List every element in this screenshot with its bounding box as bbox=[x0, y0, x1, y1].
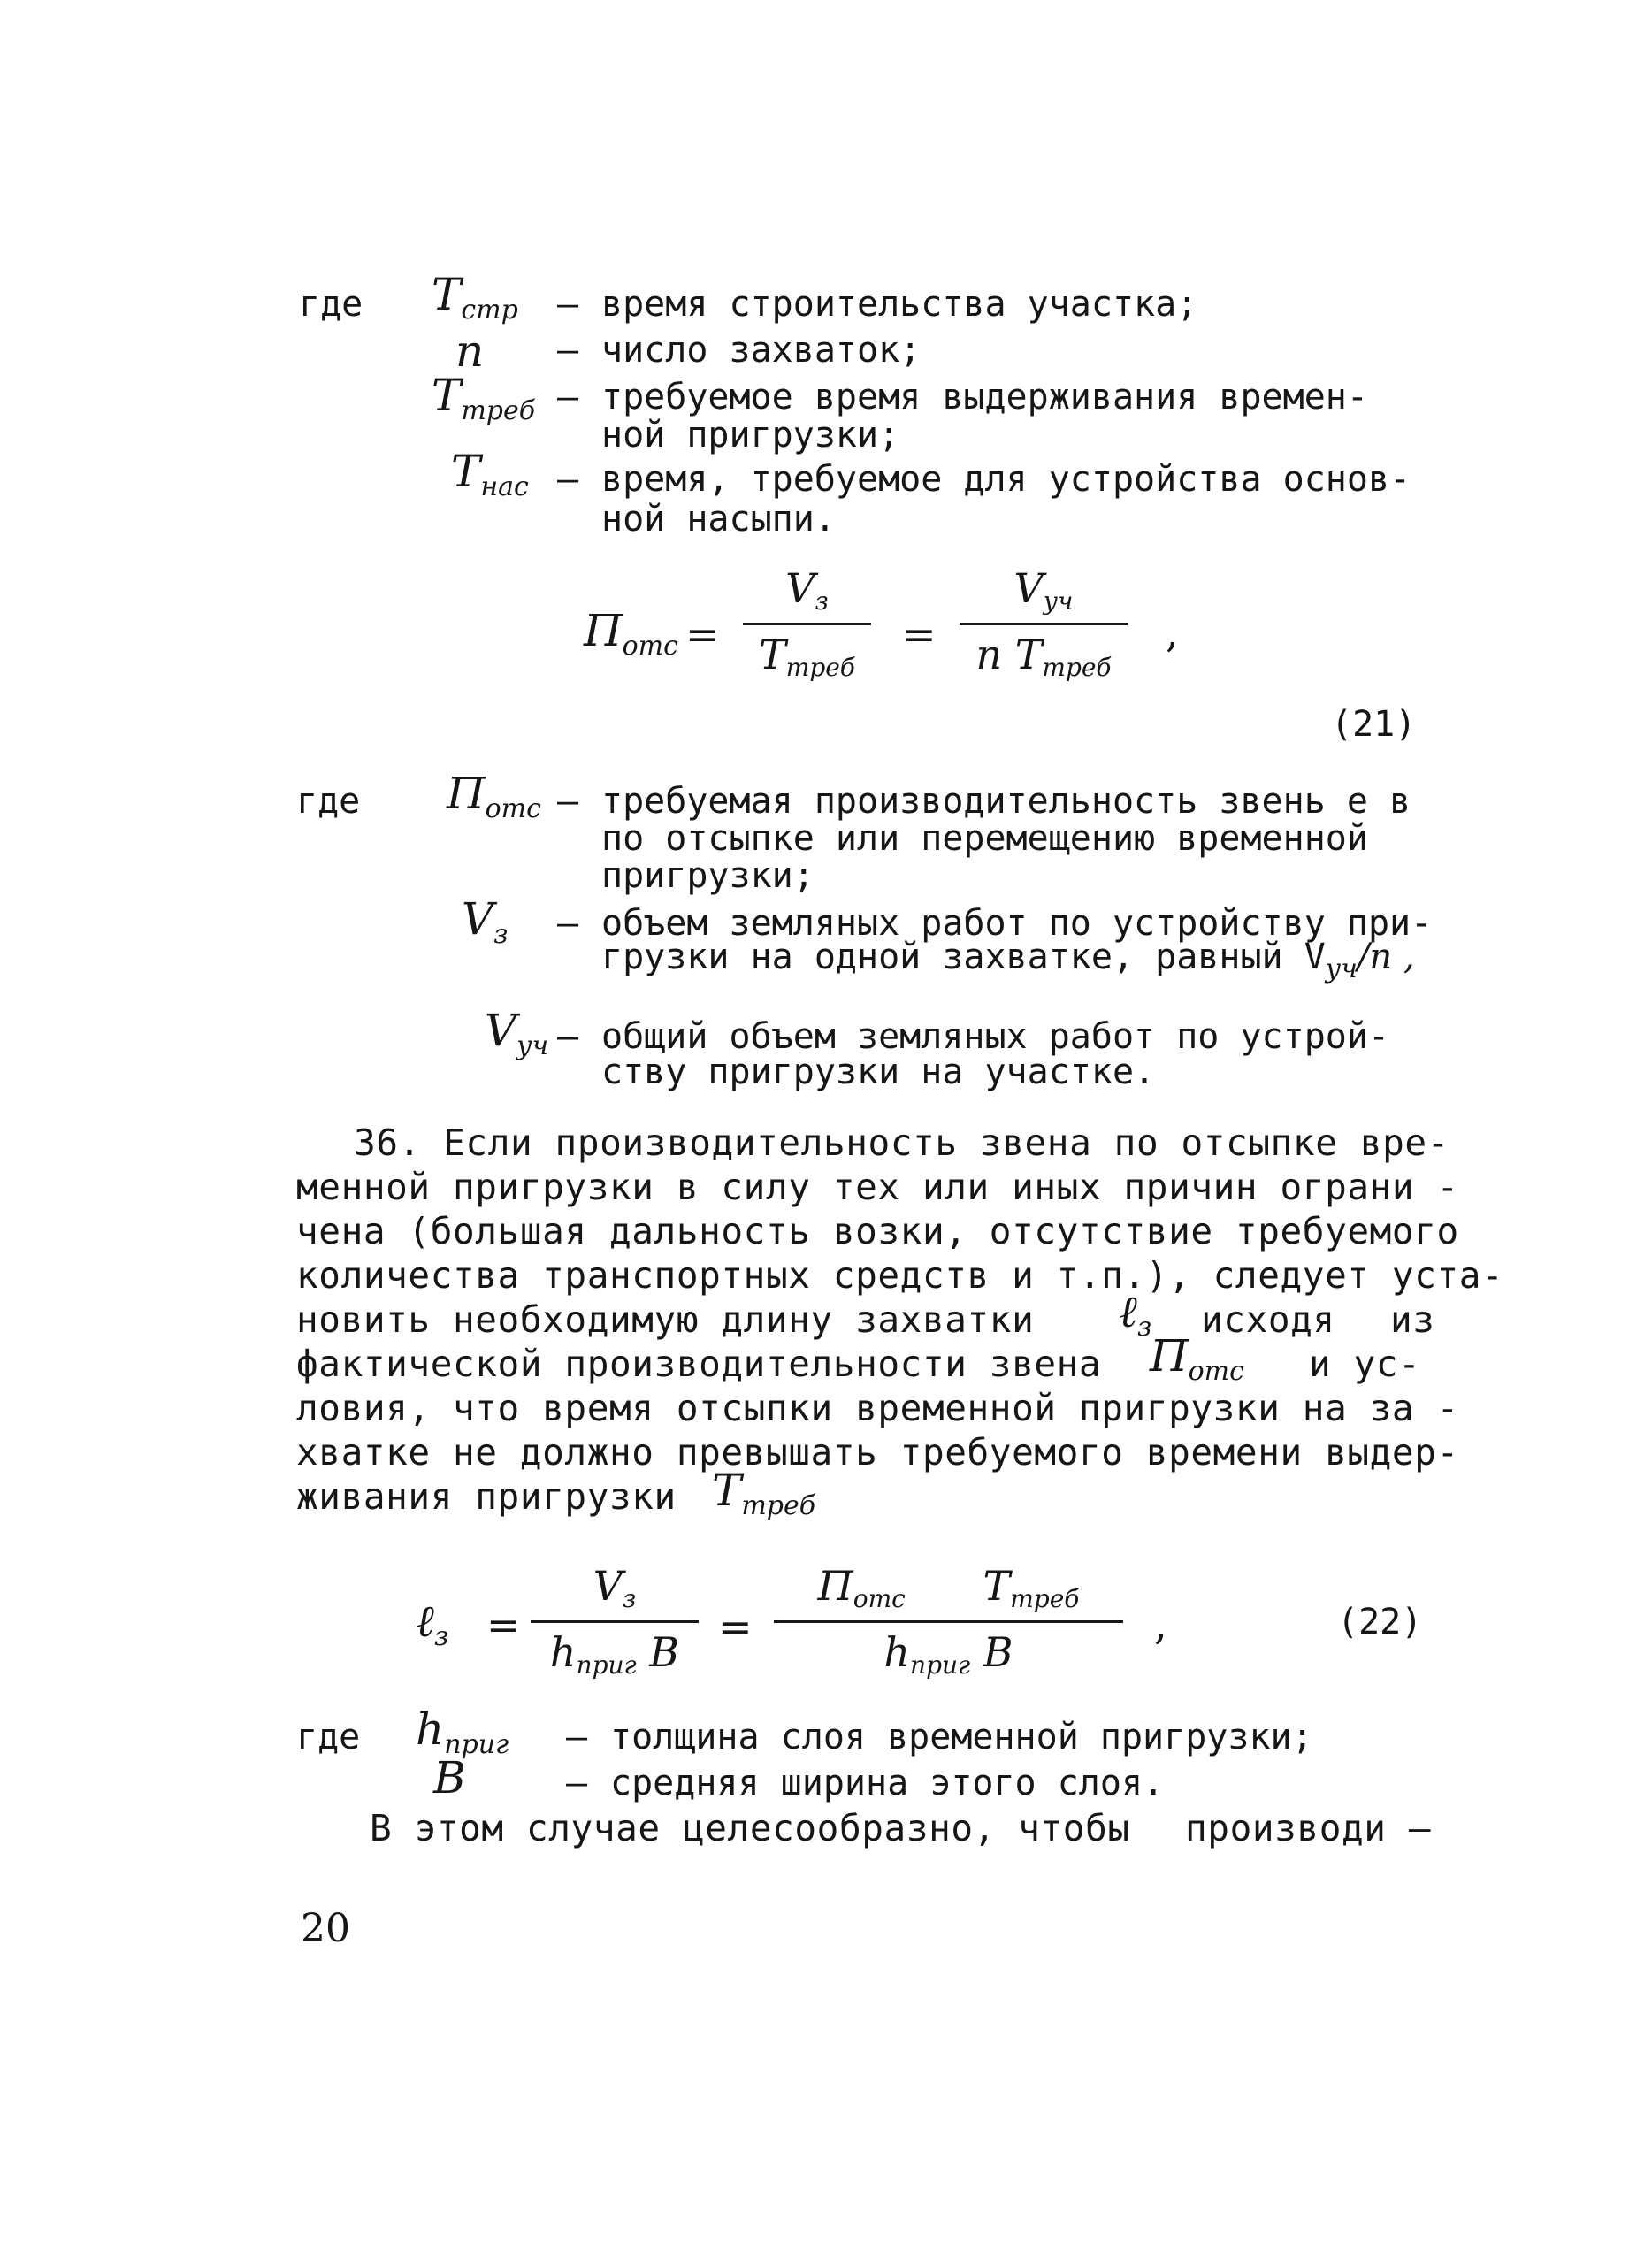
definition-text: требуемое время выдерживания времен- bbox=[601, 377, 1368, 417]
closing-line-left: В этом случае целесообразно, чтобы bbox=[370, 1807, 1130, 1849]
definition-text: общий объем земляных работ по устрой- bbox=[601, 1016, 1390, 1057]
symbol-t-nas: $T_{нас}$ bbox=[451, 446, 529, 502]
paragraph-36-line: хватке не должно превышать требуемого времени выдер- bbox=[296, 1431, 1459, 1474]
dash: – bbox=[557, 781, 579, 822]
definition-text: грузки на одной захватке, равный $V_{уч}/n$ , bbox=[601, 937, 1415, 984]
formula21-trailing-comma: , bbox=[1166, 609, 1179, 656]
formula22-fraction-1: $V_з$ $h_{приг}$ B bbox=[531, 1564, 699, 1680]
equals-sign: = bbox=[718, 1603, 753, 1650]
definition-text: ной пригрузки; bbox=[601, 415, 900, 455]
symbol-t-treb-inline: $T_{треб}$ bbox=[712, 1465, 816, 1521]
page-number: 20 bbox=[301, 1906, 350, 1951]
paragraph-36-line: новить необходимую длину захватки bbox=[296, 1298, 1035, 1341]
paragraph-36-line: 36. Если производительность звена по отсыпке вре- bbox=[354, 1122, 1449, 1164]
dash: – bbox=[557, 377, 579, 417]
equation-number-21: (21) bbox=[1331, 704, 1417, 745]
where-label-1: где bbox=[299, 284, 363, 325]
formula21-lhs: $П_{отс}$ bbox=[584, 605, 678, 662]
paragraph-36-line: живания пригрузки bbox=[296, 1475, 677, 1518]
equation-number-22: (22) bbox=[1337, 1602, 1423, 1642]
equals-sign: = bbox=[685, 610, 720, 658]
symbol-h-prig: $h_{приг}$ bbox=[416, 1703, 509, 1760]
symbol-l-z: ℓ$_з$ bbox=[1119, 1286, 1152, 1343]
symbol-v-z: $V_з$ bbox=[462, 893, 509, 950]
symbol-n: n bbox=[455, 325, 485, 377]
symbol-p-ots: $П_{отс}$ bbox=[447, 768, 541, 824]
dash: – bbox=[557, 903, 579, 944]
symbol-t-str: $T_{стр}$ bbox=[432, 269, 518, 325]
dash: – bbox=[557, 284, 579, 325]
closing-line-right: производи – bbox=[1185, 1807, 1432, 1849]
where-label-2: где bbox=[296, 781, 361, 822]
definition-text: ству пригрузки на участке. bbox=[601, 1052, 1156, 1092]
paragraph-36-line: чена (большая дальность возки, отсутствие требуемого bbox=[296, 1210, 1459, 1252]
definition-text: пригрузки; bbox=[601, 855, 815, 896]
formula21-fraction-1: $V_з$ $T_{треб}$ bbox=[743, 566, 871, 682]
paragraph-36-word: исходя bbox=[1201, 1298, 1335, 1341]
equals-sign: = bbox=[902, 610, 937, 658]
symbol-b: B bbox=[433, 1752, 466, 1803]
definition-text: толщина слоя временной пригрузки; bbox=[610, 1717, 1313, 1757]
formula21-fraction-2: $V_{уч}$ n $T_{треб}$ bbox=[960, 566, 1128, 682]
definition-text: средняя ширина этого слоя. bbox=[610, 1763, 1165, 1803]
dash: – bbox=[557, 330, 579, 371]
where-label-3: где bbox=[296, 1717, 361, 1757]
symbol-v-uch: $V_{уч}$ bbox=[485, 1005, 549, 1061]
equals-sign: = bbox=[486, 1601, 521, 1649]
symbol-t-treb: $T_{треб}$ bbox=[432, 370, 536, 426]
formula22-fraction-2: $П_{отс}$ $T_{треб}$ $h_{приг}$ B bbox=[774, 1564, 1123, 1680]
dash: – bbox=[566, 1717, 588, 1757]
paragraph-36-line: фактической производительности звена bbox=[296, 1343, 1102, 1385]
definition-text: по отсыпке или перемещению временной bbox=[601, 818, 1368, 859]
definition-text: ной насыпи. bbox=[601, 499, 836, 540]
dash: – bbox=[566, 1763, 588, 1803]
paragraph-36-line: количества транспортных средств и т.п.), следует уста- bbox=[296, 1254, 1504, 1297]
paragraph-36-word: и ус- bbox=[1309, 1343, 1421, 1385]
dash: – bbox=[557, 1016, 579, 1057]
dash: – bbox=[557, 459, 579, 500]
paragraph-36-word: из bbox=[1390, 1298, 1435, 1341]
formula22-lhs: ℓ$_з$ bbox=[416, 1596, 449, 1652]
formula22-trailing-comma: , bbox=[1154, 1601, 1167, 1649]
definition-text: время строительства участка; bbox=[601, 284, 1198, 325]
definition-text: требуемая производительность звень е в bbox=[601, 781, 1411, 822]
paragraph-36-line: менной пригрузки в силу тех или иных причин ограни - bbox=[296, 1166, 1459, 1208]
definition-text: объем земляных работ по устройству при- bbox=[601, 903, 1433, 944]
definition-text: время, требуемое для устройства основ- bbox=[601, 459, 1411, 500]
symbol-p-ots-inline: $П_{отс}$ bbox=[1150, 1330, 1244, 1387]
definition-text: число захваток; bbox=[601, 330, 922, 371]
paragraph-36-line: ловия, что время отсыпки временной пригрузки на за - bbox=[296, 1387, 1459, 1429]
